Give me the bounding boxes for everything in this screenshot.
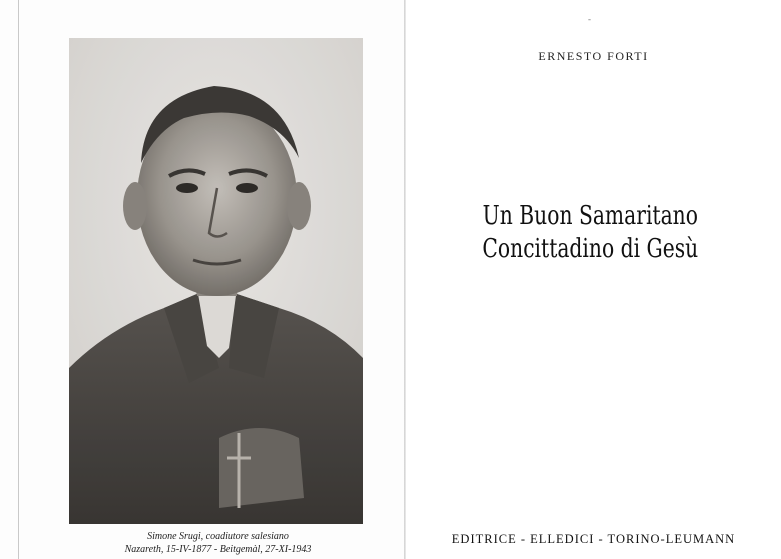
print-mark: -: [588, 14, 591, 24]
author-name: ERNESTO FORTI: [538, 49, 649, 63]
title-page: [406, 0, 781, 559]
title-line-2: Concittadino di Gesù: [482, 234, 699, 264]
publisher-imprint: EDITRICE - ELLEDICI - TORINO-LEUMANN: [451, 532, 736, 546]
portrait-photo: [69, 38, 363, 524]
caption-line-2: Nazareth, 15-IV-1877 - Beitgemàl, 27-XI-1943: [124, 544, 312, 555]
page-edge-line: [18, 0, 19, 559]
caption-line-1: Simone Srugi, coadiutore salesiano: [147, 531, 289, 542]
book-title: [444, 200, 737, 266]
title-line-1: Un Buon Samaritano: [482, 201, 698, 231]
photo-caption: [68, 530, 368, 556]
